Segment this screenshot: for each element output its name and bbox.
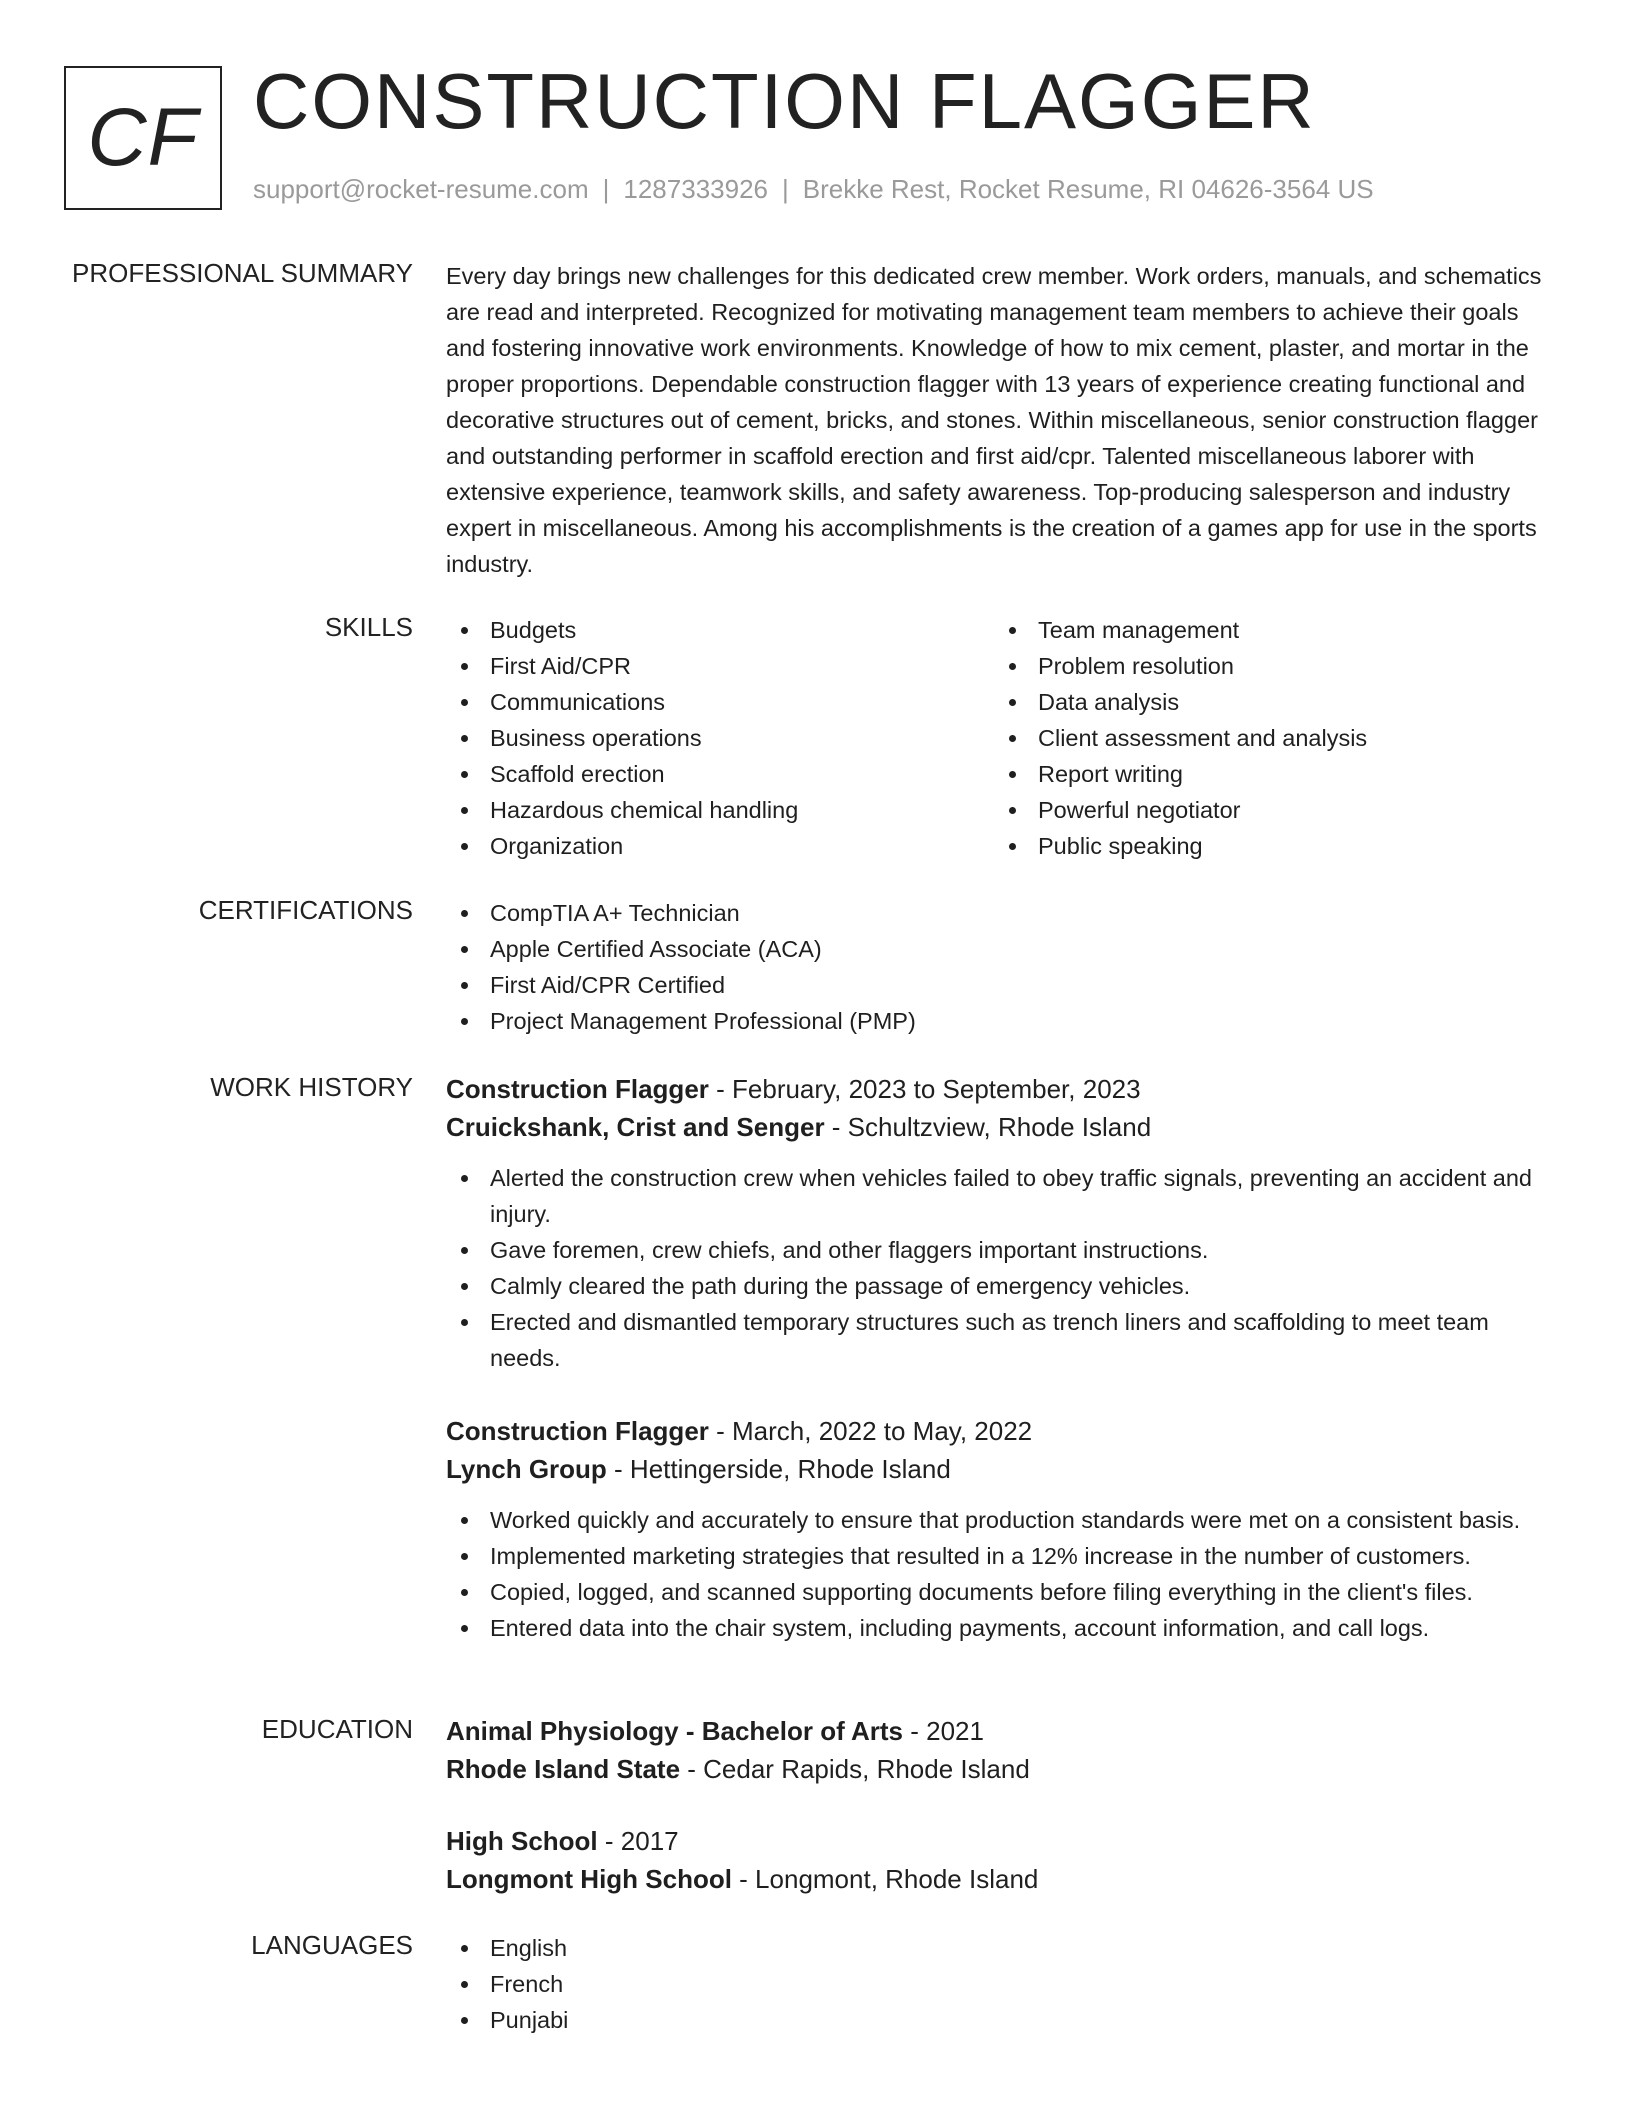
skill-item: Organization bbox=[446, 828, 994, 864]
contact-line bbox=[253, 174, 1374, 205]
skill-item: Team management bbox=[994, 612, 1542, 648]
job-location: - Hettingerside, Rhode Island bbox=[606, 1454, 951, 1484]
summary-text: Every day brings new challenges for this dedicated crew member. Work orders, manuals, and schematics are read and interpreted. Recognized for motivating management team members to achieve their goals and fostering innovative work environments. Knowledge of how to mix cement, plaster, and mortar in the proper proportions. Dependable construction flagger with 13 years of experience creating functional and decorative structures out of cement, bricks, and stones. Within miscellaneous, senior construction flagger and outstanding performer in scaffold erection and first aid/cpr. Talented miscellaneous laborer with extensive experience, teamwork skills, and safety awareness. Top-producing salesperson and industry expert in miscellaneous. Among his accomplishments is the creation of a games app for use in the sports industry. bbox=[446, 263, 1542, 577]
skill-item: Powerful negotiator bbox=[994, 792, 1542, 828]
skill-item: First Aid/CPR bbox=[446, 648, 994, 684]
job-location: - Schultzview, Rhode Island bbox=[824, 1112, 1152, 1142]
skill-item: Problem resolution bbox=[994, 648, 1542, 684]
job-duty: Copied, logged, and scanned supporting documents before filing everything in the client's files. bbox=[446, 1574, 1556, 1610]
skill-item: Business operations bbox=[446, 720, 994, 756]
skill-item: Public speaking bbox=[994, 828, 1542, 864]
language-item: French bbox=[446, 1966, 1556, 2002]
job-role: Construction Flagger bbox=[446, 1074, 709, 1104]
education-entry bbox=[446, 1712, 1556, 1788]
certification-item: First Aid/CPR Certified bbox=[446, 967, 1556, 1003]
skill-item: Data analysis bbox=[994, 684, 1542, 720]
contact-email[interactable]: support@rocket-resume.com bbox=[253, 174, 589, 204]
education-school: Rhode Island State bbox=[446, 1754, 681, 1784]
skill-item: Client assessment and analysis bbox=[994, 720, 1542, 756]
section-title: LANGUAGES bbox=[251, 1930, 413, 1960]
job-duty: Worked quickly and accurately to ensure that production standards were met on a consistent basis. bbox=[446, 1502, 1556, 1538]
section-title: CERTIFICATIONS bbox=[198, 895, 413, 925]
job-company-line bbox=[446, 1450, 1556, 1488]
skill-item: Communications bbox=[446, 684, 994, 720]
job-duty: Entered data into the chair system, including payments, account information, and call logs. bbox=[446, 1610, 1556, 1646]
education-location: - Longmont, Rhode Island bbox=[731, 1864, 1039, 1894]
education-school-line bbox=[446, 1860, 1556, 1898]
education-school: Longmont High School bbox=[446, 1864, 732, 1894]
job-duties-list bbox=[446, 1502, 1556, 1646]
monogram-initials: CF bbox=[87, 92, 199, 183]
job-company: Cruickshank, Crist and Senger bbox=[446, 1112, 825, 1142]
education-year: - 2021 bbox=[903, 1716, 984, 1746]
section-title: WORK HISTORY bbox=[210, 1072, 413, 1102]
education-degree-line bbox=[446, 1822, 1556, 1860]
job-dates: - February, 2023 to September, 2023 bbox=[708, 1074, 1141, 1104]
work-history-body bbox=[446, 1070, 1556, 1646]
certifications-body bbox=[446, 895, 1556, 1039]
education-entry bbox=[446, 1822, 1556, 1898]
skill-item: Report writing bbox=[994, 756, 1542, 792]
job-duty: Calmly cleared the path during the passage of emergency vehicles. bbox=[446, 1268, 1556, 1304]
job-entry bbox=[446, 1070, 1556, 1376]
monogram-box bbox=[64, 66, 222, 210]
education-degree: Animal Physiology - Bachelor of Arts bbox=[446, 1716, 904, 1746]
education-body bbox=[446, 1712, 1556, 1898]
contact-separator: | bbox=[782, 174, 789, 204]
education-year: - 2017 bbox=[597, 1826, 679, 1856]
certifications-list bbox=[446, 895, 1556, 1039]
job-duty: Alerted the construction crew when vehicles failed to obey traffic signals, preventing an accident and injury. bbox=[446, 1160, 1556, 1232]
languages-list bbox=[446, 1930, 1556, 2038]
contact-separator: | bbox=[602, 174, 610, 204]
education-degree-line bbox=[446, 1712, 1556, 1750]
job-company: Lynch Group bbox=[446, 1454, 607, 1484]
section-title: PROFESSIONAL SUMMARY bbox=[72, 258, 413, 288]
skill-item: Hazardous chemical handling bbox=[446, 792, 994, 828]
job-entry bbox=[446, 1412, 1556, 1646]
job-duty: Gave foremen, crew chiefs, and other flaggers important instructions. bbox=[446, 1232, 1556, 1268]
section-title: SKILLS bbox=[324, 612, 413, 642]
candidate-name: CONSTRUCTION FLAGGER bbox=[253, 57, 1316, 145]
certification-item: Project Management Professional (PMP) bbox=[446, 1003, 1556, 1039]
job-duty: Implemented marketing strategies that resulted in a 12% increase in the number of customers. bbox=[446, 1538, 1556, 1574]
job-role: Construction Flagger bbox=[446, 1416, 709, 1446]
job-title-line bbox=[446, 1070, 1556, 1108]
job-dates: - March, 2022 to May, 2022 bbox=[708, 1416, 1033, 1446]
job-duties-list bbox=[446, 1160, 1556, 1376]
skill-item: Scaffold erection bbox=[446, 756, 994, 792]
language-item: English bbox=[446, 1930, 1556, 1966]
education-location: - Cedar Rapids, Rhode Island bbox=[680, 1754, 1030, 1784]
skills-list-left bbox=[446, 612, 994, 864]
language-item: Punjabi bbox=[446, 2002, 1556, 2038]
languages-body bbox=[446, 1930, 1556, 2038]
section-title: EDUCATION bbox=[261, 1714, 413, 1744]
job-company-line bbox=[446, 1108, 1556, 1146]
certification-item: CompTIA A+ Technician bbox=[446, 895, 1556, 931]
education-degree: High School bbox=[446, 1826, 598, 1856]
contact-phone[interactable]: 1287333926 bbox=[623, 174, 768, 204]
skill-item: Budgets bbox=[446, 612, 994, 648]
contact-address: Brekke Rest, Rocket Resume, RI 04626-3564 US bbox=[802, 174, 1374, 204]
education-school-line bbox=[446, 1750, 1556, 1788]
skills-list-right bbox=[994, 612, 1542, 864]
summary-body bbox=[446, 258, 1556, 582]
job-title-line bbox=[446, 1412, 1556, 1450]
skills-body bbox=[446, 612, 1556, 864]
job-duty: Erected and dismantled temporary structures such as trench liners and scaffolding to meet team needs. bbox=[446, 1304, 1556, 1376]
certification-item: Apple Certified Associate (ACA) bbox=[446, 931, 1556, 967]
